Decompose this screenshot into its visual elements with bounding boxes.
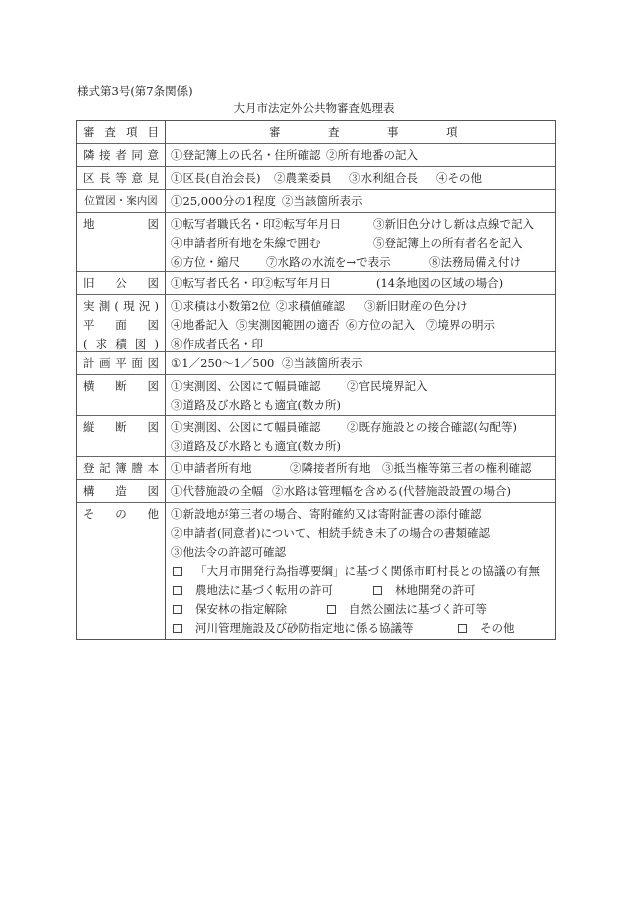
content-line xyxy=(166,396,555,415)
row-label-char: 構 xyxy=(83,484,95,498)
content-line xyxy=(166,253,555,272)
content-item: ①実測図、公図にて幅員確認 xyxy=(171,420,321,434)
row-label-char: 図 xyxy=(147,276,159,290)
content-item: ②当該箇所表示 xyxy=(282,356,363,370)
row-label xyxy=(83,316,159,335)
content-item: ①登記簿上の氏名・住所確認 xyxy=(171,148,321,162)
checkbox[interactable] xyxy=(173,567,182,576)
row-label-char: ( xyxy=(83,337,88,351)
checkbox[interactable] xyxy=(173,586,182,595)
row-label-char: 面 xyxy=(131,356,143,370)
content-item: ⑧作成者氏名・印 xyxy=(171,337,263,351)
row-label xyxy=(83,377,159,396)
row-label-char: 者 xyxy=(115,148,127,162)
table-row xyxy=(77,144,555,167)
row-label-char: 記 xyxy=(99,461,111,475)
row-label xyxy=(83,418,159,437)
row-label-char: 平 xyxy=(115,356,127,370)
row-label-cell xyxy=(77,480,165,502)
table-row xyxy=(77,457,555,480)
table-row xyxy=(77,375,555,416)
row-label-char: 断 xyxy=(115,379,127,393)
row-label-char: 図 xyxy=(134,337,147,351)
row-label-char: 意 xyxy=(131,171,143,185)
row-content-cell xyxy=(166,375,555,415)
content-item: (14条地図の区域の場合) xyxy=(376,276,504,290)
row-label-cell xyxy=(77,503,165,641)
content-line xyxy=(166,215,555,234)
row-content-cell xyxy=(166,295,555,351)
row-label-char: 図 xyxy=(147,484,159,498)
content-item: ②求積値確認 xyxy=(276,299,345,313)
row-label-char: 接 xyxy=(99,148,111,162)
content-item: ⑥方位・縮尺 xyxy=(171,255,240,269)
table-row xyxy=(77,352,555,375)
row-label-char: 図 xyxy=(147,379,159,393)
row-label-char: 平 xyxy=(83,318,95,332)
content-line xyxy=(166,524,555,543)
row-label xyxy=(83,354,159,373)
content-line xyxy=(166,234,555,253)
content-item: ①申請者所有地 xyxy=(171,461,252,475)
content-item: ⑦境界の明示 xyxy=(426,318,495,332)
row-content-cell xyxy=(166,352,555,374)
row-content-cell xyxy=(166,457,555,479)
row-content-cell xyxy=(166,144,555,166)
content-item: ②申請者(同意者)について、相続手続き未了の場合の書類確認 xyxy=(171,526,491,540)
row-label-char: 図 xyxy=(147,420,159,434)
row-content-cell xyxy=(166,190,555,212)
row-label xyxy=(83,274,159,293)
content-item: ①1／250～1／500 xyxy=(171,356,275,370)
row-content-cell xyxy=(166,272,555,294)
checkbox[interactable] xyxy=(173,624,182,633)
row-label-char: 位置図・案内図 xyxy=(84,195,158,207)
content-line xyxy=(166,482,555,501)
content-item: ②既存施設との接合確認(勾配等) xyxy=(347,420,517,434)
row-content-cell xyxy=(166,167,555,189)
checklist-line xyxy=(166,562,555,581)
row-label xyxy=(83,297,159,316)
content-item: ⑤実測図範囲の適否 xyxy=(236,318,340,332)
row-label-char: 面 xyxy=(115,318,127,332)
table-header-row xyxy=(77,121,555,144)
row-label-char: そ xyxy=(83,507,95,521)
checklist-item-label: 保安林の指定解除 xyxy=(195,602,287,616)
row-content-cell xyxy=(166,416,555,456)
content-item: ②転写年月日 xyxy=(272,217,341,231)
content-item: ②転写年月日 xyxy=(262,276,331,290)
row-label-char: 積 xyxy=(115,337,127,351)
content-item: ②官民境界記入 xyxy=(347,379,428,393)
row-label-char: 計 xyxy=(83,356,95,370)
row-label-char: 区 xyxy=(83,171,95,185)
header-content-char: 審 xyxy=(269,125,281,139)
row-label-cell xyxy=(77,295,165,351)
row-label-char: 隣 xyxy=(83,148,95,162)
table-row xyxy=(77,480,555,503)
row-label-char: ( xyxy=(114,299,119,313)
checkbox[interactable] xyxy=(173,605,182,614)
row-label-char: 現 xyxy=(123,299,135,313)
content-item: ⑦水路の水流を→で表示 xyxy=(266,255,391,269)
content-line xyxy=(166,297,555,316)
checkbox[interactable] xyxy=(327,605,336,614)
content-item: ①代替施設の全幅 xyxy=(171,484,263,498)
checklist-line xyxy=(166,600,555,619)
row-label-cell xyxy=(77,375,165,415)
content-item: ②農業委員 xyxy=(274,171,332,185)
content-item: ④地番記入 xyxy=(171,318,229,332)
row-label xyxy=(83,482,159,501)
header-label-cell xyxy=(77,121,165,143)
form-number: 様式第3号(第7条関係) xyxy=(77,84,193,98)
content-item: ③水利組合長 xyxy=(349,171,418,185)
content-item: ①区長(自治会長) xyxy=(171,171,261,185)
content-item: ③道路及び水路とも適宜(数カ所) xyxy=(171,398,341,412)
row-label-cell xyxy=(77,190,165,212)
row-content-cell xyxy=(166,503,555,641)
row-label-char: 横 xyxy=(83,379,95,393)
checklist-item-label: 河川管理施設及び砂防指定地に係る協議等 xyxy=(195,621,414,635)
document-title xyxy=(0,101,630,115)
row-label-char: 図 xyxy=(147,217,159,231)
header-label-char: 項 xyxy=(126,125,138,139)
header-content-char: 項 xyxy=(446,125,458,139)
content-item: ⑥方位の記入 xyxy=(346,318,415,332)
row-content-cell xyxy=(166,213,555,271)
row-label xyxy=(83,505,159,524)
row-label-char: 公 xyxy=(115,276,127,290)
row-label-char: 図 xyxy=(147,356,159,370)
checklist-item-label: 農地法に基づく転用の許可 xyxy=(195,583,333,597)
checklist-item-label: 自然公園法に基づく許可等 xyxy=(349,602,487,616)
row-label-cell xyxy=(77,457,165,479)
content-item: ①求積は小数第2位 xyxy=(171,299,271,313)
row-label-char: 見 xyxy=(147,171,159,185)
content-line xyxy=(166,316,555,335)
content-line xyxy=(166,146,555,165)
row-label-char: ) xyxy=(154,337,159,351)
content-line xyxy=(166,377,555,396)
content-line xyxy=(166,459,555,478)
content-line xyxy=(166,169,555,188)
content-item: ③道路及び水路とも適宜(数カ所) xyxy=(171,439,341,453)
content-item: ④その他 xyxy=(436,171,482,185)
table-row xyxy=(77,272,555,295)
row-label-char: 造 xyxy=(115,484,127,498)
header-content-char: 査 xyxy=(328,125,340,139)
checklist-item-label: 林地開発の許可 xyxy=(395,583,476,597)
row-label-char: 測 xyxy=(98,299,111,313)
content-item: ⑧法務局備え付け xyxy=(429,255,521,269)
content-item: ①転写者氏名・印 xyxy=(171,276,263,290)
content-item: ②隣接者所有地 xyxy=(290,461,371,475)
content-item: ①実測図、公図にて幅員確認 xyxy=(171,379,321,393)
row-label-char: 実 xyxy=(83,299,95,313)
content-item: ①新設地が第三者の場合、寄附確約又は寄附証書の添付確認 xyxy=(171,507,482,521)
content-item: ②当該箇所表示 xyxy=(282,194,363,208)
row-label-char: 他 xyxy=(147,507,159,521)
row-label-char: 同 xyxy=(131,148,143,162)
content-line xyxy=(166,418,555,437)
content-item: ①転写者職氏名・印 xyxy=(171,217,275,231)
content-line xyxy=(166,505,555,524)
row-label-cell xyxy=(77,167,165,189)
row-label-char: 謄 xyxy=(131,461,143,475)
header-label-char: 目 xyxy=(147,125,159,139)
checklist-line xyxy=(166,581,555,600)
content-item: ②水路は管理幅を含める(代替施設設置の場合) xyxy=(272,484,511,498)
content-item: ①25,000分の1程度 xyxy=(171,194,277,208)
content-item: ③他法令の許認可確認 xyxy=(171,545,286,559)
header-label-char: 審 xyxy=(83,125,95,139)
row-label-char: 求 xyxy=(95,337,108,351)
content-item: ④申請者所有地を朱線で囲む xyxy=(171,236,321,250)
checkbox[interactable] xyxy=(458,624,467,633)
header-label-char: 査 xyxy=(104,125,116,139)
row-label-char: の xyxy=(115,507,127,521)
row-label-char: 意 xyxy=(147,148,159,162)
row-content-cell xyxy=(166,480,555,502)
content-item: ②所有地番の記入 xyxy=(326,148,418,162)
row-label-char: 画 xyxy=(99,356,111,370)
row-label-char: 旧 xyxy=(83,276,95,290)
row-label-cell xyxy=(77,144,165,166)
row-label-char: 簿 xyxy=(115,461,127,475)
row-label-cell xyxy=(77,213,165,271)
header-label xyxy=(83,123,159,142)
checklist-line xyxy=(166,619,555,638)
row-label-char: 登 xyxy=(83,461,95,475)
row-label-char: 縦 xyxy=(83,420,95,434)
row-label xyxy=(83,169,159,188)
content-line xyxy=(166,354,555,373)
row-label-cell xyxy=(77,352,165,374)
row-label-char: 況 xyxy=(138,299,151,313)
table-row xyxy=(77,503,555,641)
document-title-text: 大月市法定外公共物審査処理表 xyxy=(233,101,395,115)
content-line xyxy=(166,437,555,456)
header-content-cell xyxy=(166,121,555,143)
table-row xyxy=(77,295,555,352)
row-label-char: ) xyxy=(154,299,159,313)
checklist-item-label: 「大月市開発行為指導要綱」に基づく関係市町村長との協議の有無 xyxy=(195,564,540,578)
content-item: ③新旧財産の色分け xyxy=(364,299,468,313)
row-label-cell xyxy=(77,272,165,294)
content-line xyxy=(166,274,555,293)
review-table xyxy=(76,120,556,640)
checklist-item-label: その他 xyxy=(480,621,515,635)
checkbox[interactable] xyxy=(373,586,382,595)
table-row xyxy=(77,416,555,457)
row-label-char: 等 xyxy=(115,171,127,185)
header-content-char: 事 xyxy=(387,125,399,139)
row-label xyxy=(80,192,162,211)
content-item: ③新旧色分けし新は点線で記入 xyxy=(373,217,534,231)
row-label xyxy=(83,146,159,165)
content-line xyxy=(166,543,555,562)
content-item: ⑤登記簿上の所有者名を記入 xyxy=(373,236,523,250)
row-label-char: 図 xyxy=(147,318,159,332)
table-row xyxy=(77,167,555,190)
content-line xyxy=(166,192,555,211)
row-label-char: 地 xyxy=(83,217,95,231)
row-label-char: 本 xyxy=(147,461,159,475)
row-label-char: 長 xyxy=(99,171,111,185)
row-label-char: 断 xyxy=(115,420,127,434)
content-item: ③抵当権等第三者の権利確認 xyxy=(382,461,532,475)
row-label-cell xyxy=(77,416,165,456)
row-label xyxy=(83,215,159,234)
row-label xyxy=(83,459,159,478)
table-row xyxy=(77,213,555,272)
table-row xyxy=(77,190,555,213)
